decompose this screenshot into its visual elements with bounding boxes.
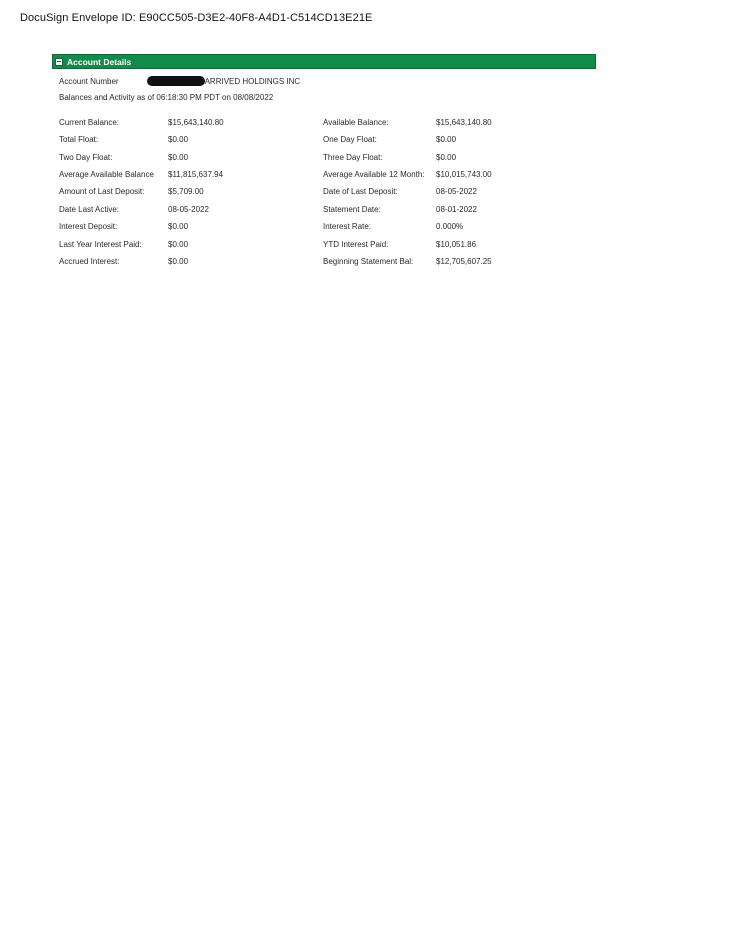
detail-value: $0.00	[168, 135, 189, 144]
detail-row	[59, 240, 599, 252]
detail-value: $10,051.86	[436, 240, 477, 249]
detail-label: Interest Deposit:	[59, 222, 118, 231]
detail-label: Interest Rate:	[323, 222, 372, 231]
detail-label: Last Year Interest Paid:	[59, 240, 142, 249]
detail-label: Beginning Statement Bal:	[323, 257, 414, 266]
detail-value: $15,643,140.80	[168, 118, 224, 127]
account-name: ARRIVED HOLDINGS INC	[204, 76, 301, 86]
detail-value: 0.000%	[436, 222, 464, 231]
detail-value: $0.00	[168, 153, 189, 162]
detail-row	[59, 187, 599, 199]
envelope-id: DocuSign Envelope ID: E90CC505-D3E2-40F8-A4D1-C514CD13E21E	[20, 12, 373, 24]
detail-row	[59, 170, 599, 182]
detail-label: Available Balance:	[323, 118, 389, 127]
detail-value: 08-01-2022	[436, 205, 477, 214]
detail-label: Average Available Balance	[59, 170, 154, 179]
account-number-line	[59, 76, 300, 86]
detail-value: $0.00	[436, 135, 457, 144]
collapse-icon[interactable]	[55, 58, 63, 66]
detail-value: 08-05-2022	[168, 205, 209, 214]
panel-header[interactable]	[52, 54, 596, 69]
detail-value: $11,815,637.94	[168, 170, 224, 179]
detail-label: Statement Date:	[323, 205, 381, 214]
detail-label: Accrued Interest:	[59, 257, 120, 266]
detail-label: Amount of Last Deposit:	[59, 187, 145, 196]
account-details-panel	[52, 54, 596, 266]
detail-value: 08-05-2022	[436, 187, 477, 196]
detail-value: $5,709.00	[168, 187, 204, 196]
detail-value: $0.00	[168, 222, 189, 231]
detail-label: Date Last Active:	[59, 205, 120, 214]
detail-row	[59, 205, 599, 217]
detail-row	[59, 135, 599, 147]
detail-value: $15,643,140.80	[436, 118, 492, 127]
detail-label: Date of Last Deposit:	[323, 187, 398, 196]
account-number-label: Account Number	[59, 76, 119, 86]
detail-label: Two Day Float:	[59, 153, 113, 162]
detail-label: Average Available 12 Month:	[323, 170, 425, 179]
detail-value: $0.00	[168, 257, 189, 266]
panel-title: Account Details	[67, 56, 132, 67]
redaction-mark	[147, 76, 205, 86]
detail-row	[59, 222, 599, 234]
detail-row	[59, 257, 599, 269]
detail-label: Total Float:	[59, 135, 99, 144]
detail-label: Current Balance:	[59, 118, 120, 127]
detail-value: $0.00	[436, 153, 457, 162]
balances-as-of: Balances and Activity as of 06:18:30 PM PDT on 08/08/2022	[59, 93, 274, 102]
detail-row	[59, 118, 599, 130]
detail-label: Three Day Float:	[323, 153, 383, 162]
detail-label: YTD Interest Paid:	[323, 240, 389, 249]
detail-label: One Day Float:	[323, 135, 377, 144]
detail-value: $0.00	[168, 240, 189, 249]
detail-row	[59, 153, 599, 165]
detail-value: $12,705,607.25	[436, 257, 492, 266]
detail-value: $10,015,743.00	[436, 170, 492, 179]
